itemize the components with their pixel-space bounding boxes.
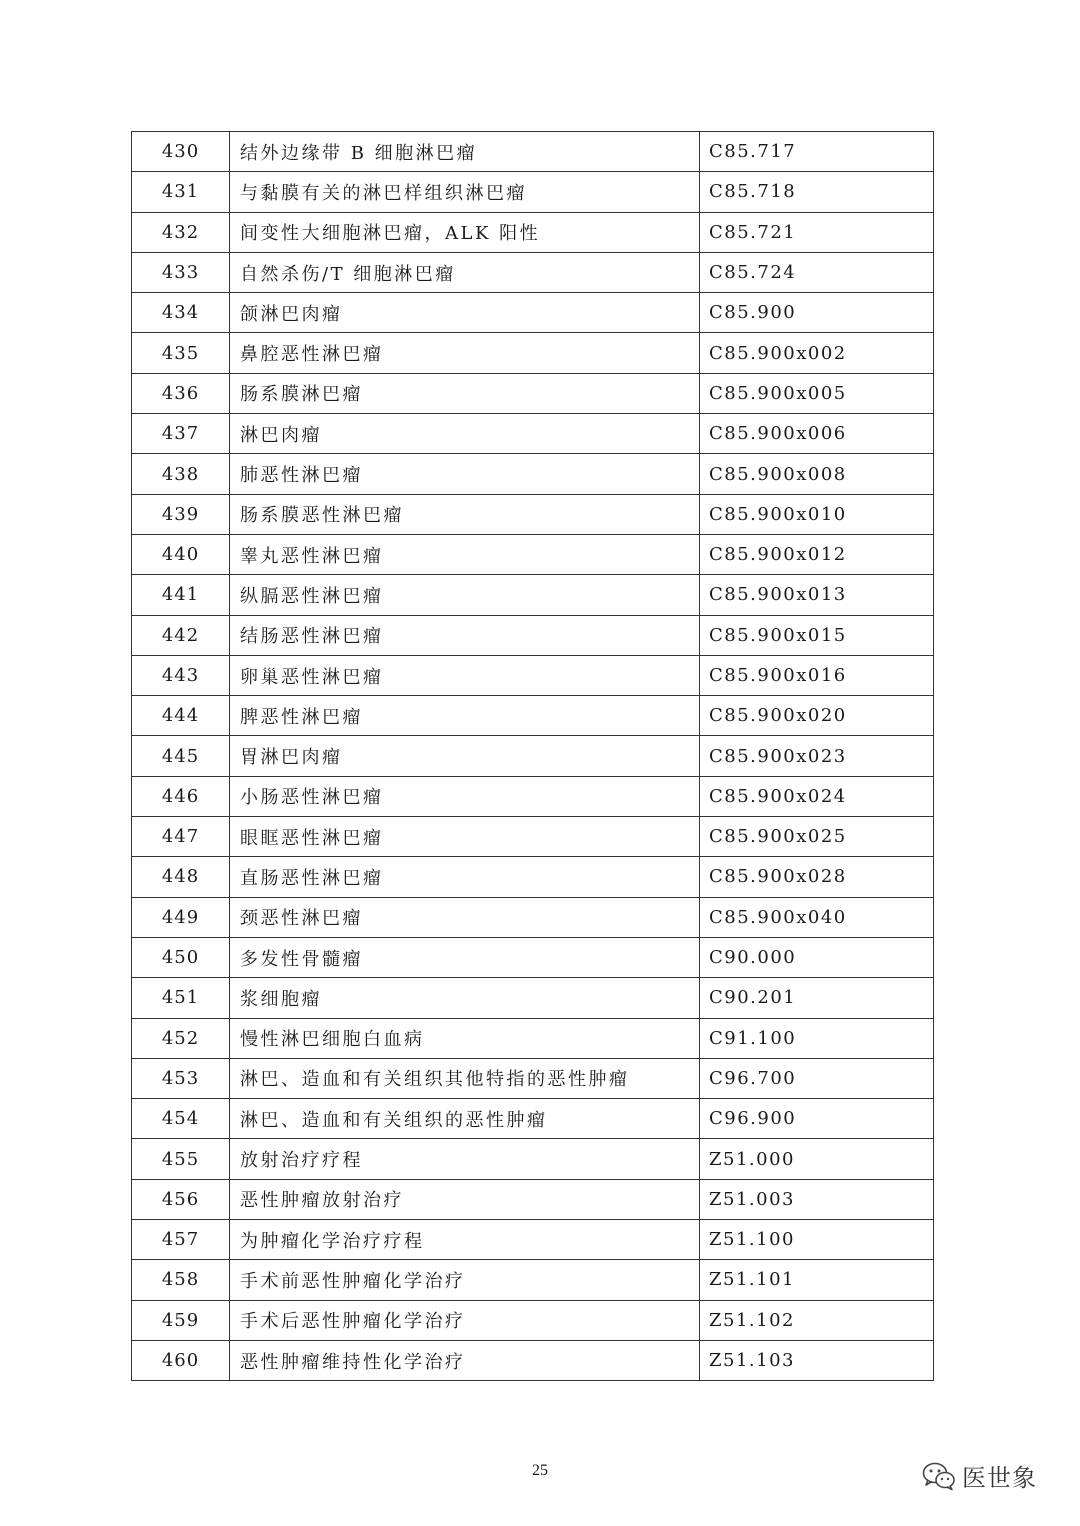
diagnosis-name-cell: 放射治疗疗程 bbox=[230, 1139, 700, 1179]
watermark-text: 医世象 bbox=[962, 1464, 1037, 1492]
diagnosis-name-cell: 纵膈恶性淋巴瘤 bbox=[230, 575, 700, 615]
diagnosis-code-cell: C85.900x028 bbox=[700, 857, 934, 897]
row-number-cell: 436 bbox=[132, 373, 230, 413]
diagnosis-name-cell: 直肠恶性淋巴瘤 bbox=[230, 857, 700, 897]
diagnosis-code-cell: C85.900x016 bbox=[700, 655, 934, 695]
diagnosis-code-cell: Z51.100 bbox=[700, 1220, 934, 1260]
diagnosis-name-cell: 鼻腔恶性淋巴瘤 bbox=[230, 333, 700, 373]
row-number-cell: 454 bbox=[132, 1099, 230, 1139]
diagnosis-name-cell: 恶性肿瘤放射治疗 bbox=[230, 1179, 700, 1219]
table-row bbox=[132, 293, 934, 333]
table-row bbox=[132, 776, 934, 816]
diagnosis-name-cell: 浆细胞瘤 bbox=[230, 978, 700, 1018]
table-row bbox=[132, 1179, 934, 1219]
diagnosis-code-cell: C85.900 bbox=[700, 293, 934, 333]
diagnosis-code-cell: Z51.003 bbox=[700, 1179, 934, 1219]
row-number-cell: 448 bbox=[132, 857, 230, 897]
row-number-cell: 437 bbox=[132, 414, 230, 454]
row-number-cell: 447 bbox=[132, 817, 230, 857]
table-row bbox=[132, 1300, 934, 1340]
row-number-cell: 432 bbox=[132, 212, 230, 252]
table-row bbox=[132, 1099, 934, 1139]
row-number-cell: 453 bbox=[132, 1058, 230, 1098]
diagnosis-code-cell: Z51.000 bbox=[700, 1139, 934, 1179]
row-number-cell: 446 bbox=[132, 776, 230, 816]
diagnosis-code-cell: Z51.103 bbox=[700, 1340, 934, 1380]
diagnosis-name-cell: 手术后恶性肿瘤化学治疗 bbox=[230, 1300, 700, 1340]
table-row bbox=[132, 1340, 934, 1380]
diagnosis-code-cell: C85.900x013 bbox=[700, 575, 934, 615]
diagnosis-code-cell: C85.900x015 bbox=[700, 615, 934, 655]
watermark bbox=[922, 1458, 1037, 1493]
table-row bbox=[132, 615, 934, 655]
diagnosis-code-cell: C85.721 bbox=[700, 212, 934, 252]
table-row bbox=[132, 1058, 934, 1098]
diagnosis-code-cell: C85.900x002 bbox=[700, 333, 934, 373]
diagnosis-name-cell: 颈恶性淋巴瘤 bbox=[230, 897, 700, 937]
table-row bbox=[132, 655, 934, 695]
row-number-cell: 431 bbox=[132, 172, 230, 212]
diagnosis-name-cell: 慢性淋巴细胞白血病 bbox=[230, 1018, 700, 1058]
table-row bbox=[132, 132, 934, 172]
diagnosis-name-cell: 间变性大细胞淋巴瘤，ALK 阳性 bbox=[230, 212, 700, 252]
diagnosis-name-cell: 自然杀伤/T 细胞淋巴瘤 bbox=[230, 252, 700, 292]
diagnosis-code-cell: C85.900x010 bbox=[700, 494, 934, 534]
diagnosis-code-cell: Z51.102 bbox=[700, 1300, 934, 1340]
row-number-cell: 458 bbox=[132, 1260, 230, 1300]
diagnosis-code-cell: C85.900x008 bbox=[700, 454, 934, 494]
diagnosis-name-cell: 结肠恶性淋巴瘤 bbox=[230, 615, 700, 655]
table-row bbox=[132, 454, 934, 494]
diagnosis-name-cell: 结外边缘带 B 细胞淋巴瘤 bbox=[230, 132, 700, 172]
page-number: 25 bbox=[532, 1462, 548, 1479]
diagnosis-name-cell: 淋巴、造血和有关组织的恶性肿瘤 bbox=[230, 1099, 700, 1139]
diagnosis-name-cell: 睾丸恶性淋巴瘤 bbox=[230, 534, 700, 574]
diagnosis-code-cell: C85.900x005 bbox=[700, 373, 934, 413]
row-number-cell: 444 bbox=[132, 696, 230, 736]
diagnosis-name-cell: 手术前恶性肿瘤化学治疗 bbox=[230, 1260, 700, 1300]
row-number-cell: 449 bbox=[132, 897, 230, 937]
row-number-cell: 439 bbox=[132, 494, 230, 534]
row-number-cell: 433 bbox=[132, 252, 230, 292]
table-row bbox=[132, 696, 934, 736]
diagnosis-name-cell: 与黏膜有关的淋巴样组织淋巴瘤 bbox=[230, 172, 700, 212]
diagnosis-name-cell: 小肠恶性淋巴瘤 bbox=[230, 776, 700, 816]
diagnosis-code-cell: C91.100 bbox=[700, 1018, 934, 1058]
row-number-cell: 443 bbox=[132, 655, 230, 695]
table-body bbox=[132, 132, 934, 1381]
row-number-cell: 460 bbox=[132, 1340, 230, 1380]
diagnosis-name-cell: 肠系膜淋巴瘤 bbox=[230, 373, 700, 413]
diagnosis-code-cell: C85.724 bbox=[700, 252, 934, 292]
table-row bbox=[132, 978, 934, 1018]
table-row bbox=[132, 817, 934, 857]
diagnosis-code-cell: C85.900x025 bbox=[700, 817, 934, 857]
diagnosis-name-cell: 眼眶恶性淋巴瘤 bbox=[230, 817, 700, 857]
row-number-cell: 441 bbox=[132, 575, 230, 615]
table-row bbox=[132, 172, 934, 212]
row-number-cell: 445 bbox=[132, 736, 230, 776]
table-row bbox=[132, 333, 934, 373]
diagnosis-name-cell: 肠系膜恶性淋巴瘤 bbox=[230, 494, 700, 534]
table-row bbox=[132, 897, 934, 937]
diagnosis-code-cell: C85.900x023 bbox=[700, 736, 934, 776]
row-number-cell: 434 bbox=[132, 293, 230, 333]
diagnosis-name-cell: 颌淋巴肉瘤 bbox=[230, 293, 700, 333]
table-row bbox=[132, 736, 934, 776]
diagnosis-name-cell: 卵巢恶性淋巴瘤 bbox=[230, 655, 700, 695]
diagnosis-name-cell: 多发性骨髓瘤 bbox=[230, 937, 700, 977]
row-number-cell: 435 bbox=[132, 333, 230, 373]
diagnosis-code-cell: C85.717 bbox=[700, 132, 934, 172]
diagnosis-code-cell: Z51.101 bbox=[700, 1260, 934, 1300]
table-row bbox=[132, 575, 934, 615]
table-row bbox=[132, 1260, 934, 1300]
diagnosis-name-cell: 肺恶性淋巴瘤 bbox=[230, 454, 700, 494]
row-number-cell: 450 bbox=[132, 937, 230, 977]
table-row bbox=[132, 1018, 934, 1058]
table-row bbox=[132, 373, 934, 413]
row-number-cell: 438 bbox=[132, 454, 230, 494]
row-number-cell: 430 bbox=[132, 132, 230, 172]
row-number-cell: 459 bbox=[132, 1300, 230, 1340]
table-row bbox=[132, 534, 934, 574]
diagnosis-name-cell: 淋巴肉瘤 bbox=[230, 414, 700, 454]
diagnosis-code-cell: C90.201 bbox=[700, 978, 934, 1018]
row-number-cell: 440 bbox=[132, 534, 230, 574]
diagnosis-code-cell: C85.900x040 bbox=[700, 897, 934, 937]
table-row bbox=[132, 414, 934, 454]
diagnosis-code-cell: C85.718 bbox=[700, 172, 934, 212]
diagnosis-name-cell: 胃淋巴肉瘤 bbox=[230, 736, 700, 776]
row-number-cell: 456 bbox=[132, 1179, 230, 1219]
diagnosis-code-cell: C96.700 bbox=[700, 1058, 934, 1098]
row-number-cell: 455 bbox=[132, 1139, 230, 1179]
diagnosis-code-cell: C85.900x020 bbox=[700, 696, 934, 736]
diagnosis-code-cell: C85.900x006 bbox=[700, 414, 934, 454]
diagnosis-name-cell: 脾恶性淋巴瘤 bbox=[230, 696, 700, 736]
table-row bbox=[132, 252, 934, 292]
code-table-container bbox=[131, 131, 933, 1381]
diagnosis-code-table bbox=[131, 131, 934, 1381]
diagnosis-name-cell: 恶性肿瘤维持性化学治疗 bbox=[230, 1340, 700, 1380]
diagnosis-code-cell: C85.900x024 bbox=[700, 776, 934, 816]
table-row bbox=[132, 1220, 934, 1260]
table-row bbox=[132, 212, 934, 252]
diagnosis-name-cell: 为肿瘤化学治疗疗程 bbox=[230, 1220, 700, 1260]
row-number-cell: 442 bbox=[132, 615, 230, 655]
table-row bbox=[132, 494, 934, 534]
diagnosis-code-cell: C90.000 bbox=[700, 937, 934, 977]
row-number-cell: 452 bbox=[132, 1018, 230, 1058]
table-row bbox=[132, 937, 934, 977]
diagnosis-code-cell: C96.900 bbox=[700, 1099, 934, 1139]
row-number-cell: 457 bbox=[132, 1220, 230, 1260]
table-row bbox=[132, 1139, 934, 1179]
table-row bbox=[132, 857, 934, 897]
row-number-cell: 451 bbox=[132, 978, 230, 1018]
wechat-icon bbox=[922, 1461, 956, 1491]
diagnosis-code-cell: C85.900x012 bbox=[700, 534, 934, 574]
diagnosis-name-cell: 淋巴、造血和有关组织其他特指的恶性肿瘤 bbox=[230, 1058, 700, 1098]
